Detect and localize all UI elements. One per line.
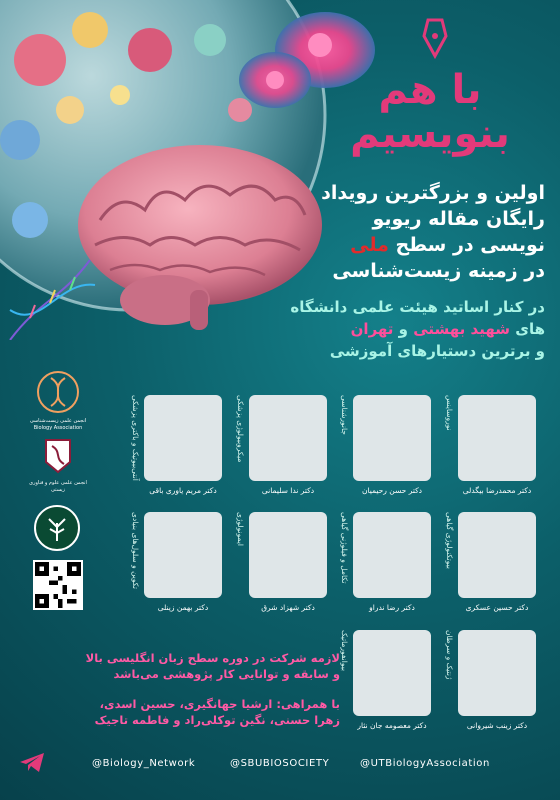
speaker-name: دکتر زینب شیروانی	[466, 721, 528, 730]
speaker-photo	[458, 395, 536, 481]
requirements-line-1: لازمه شرکت در دوره سطح زبان انگلیسی بالا	[85, 651, 340, 665]
biotech-association-logo	[28, 436, 88, 494]
requirements-text	[20, 650, 340, 682]
speaker-role: جانورشناسی	[340, 395, 349, 435]
tree-logo	[32, 503, 82, 553]
speaker-name: دکتر رضا ندراو	[369, 603, 415, 612]
companions-line-1: با همراهی: ارشیا جهانگیری، حسین اسدی،	[99, 697, 340, 711]
desc-line-2: رایگان مقاله ریویو	[372, 208, 545, 230]
national-highlight: ملی	[350, 234, 389, 256]
desc-line-3-text: نویسی در سطح	[388, 234, 545, 256]
qr-code[interactable]	[33, 560, 83, 610]
event-title-line1: با هم	[378, 67, 482, 113]
partners-l2c: و	[393, 320, 414, 338]
speaker-role: ایمونولوژی	[236, 512, 245, 546]
tree-logo-icon	[32, 503, 82, 553]
speaker-card	[340, 395, 437, 513]
speaker-role: تکامل و فیلوژنی گیاهی	[340, 512, 349, 584]
handle-ut[interactable]: @UTBiologyAssociation	[360, 758, 490, 769]
speaker-photo	[249, 512, 327, 598]
hero-illustration	[0, 0, 560, 340]
shield-logo-icon	[36, 436, 80, 476]
speaker-photo	[353, 395, 431, 481]
event-title-line2: بنویسیم	[350, 111, 510, 157]
speaker-role: نوروساینس	[445, 395, 454, 431]
handle-sbu[interactable]: @SBUBIOSOCIETY	[230, 758, 330, 769]
speaker-name: دکتر محمدرضا بیگدلی	[462, 486, 532, 495]
requirements-line-2: و سابقه و توانایی کار پژوهشی می‌باشد	[113, 667, 340, 681]
event-description	[300, 180, 545, 284]
biology-association-logo	[28, 370, 88, 432]
desc-line-4: در زمینه زیست‌شناسی	[332, 260, 545, 282]
handle-biology-network[interactable]: @Biology_Network	[92, 758, 196, 769]
speaker-name: دکتر حسین عسکری	[465, 603, 529, 612]
speaker-role: ژنتیک و سرطان	[445, 630, 454, 680]
qr-code-icon	[35, 562, 81, 608]
speaker-card	[131, 395, 228, 513]
speaker-card	[236, 395, 333, 513]
speaker-card	[236, 512, 333, 630]
speaker-role: میکروبیولوژی پزشکی	[236, 395, 245, 463]
desc-line-1: اولین و بزرگترین رویداد	[321, 182, 545, 204]
speaker-card	[340, 512, 437, 630]
speaker-photo	[458, 512, 536, 598]
partners-l2a: های	[509, 320, 545, 338]
ut-name: تهران	[350, 320, 394, 338]
speaker-photo	[353, 512, 431, 598]
desc-line-3	[300, 232, 545, 258]
sbu-name: شهید بهشتی	[413, 320, 510, 338]
telegram-icon	[18, 752, 46, 774]
speaker-name: دکتر حسن رحیمیان	[361, 486, 423, 495]
speaker-card	[445, 512, 542, 630]
speaker-name: دکتر شهزاد شرق	[261, 603, 315, 612]
speaker-photo	[144, 395, 222, 481]
dna-logo-icon	[36, 370, 80, 414]
speaker-card	[445, 395, 542, 513]
event-title	[330, 67, 530, 157]
speaker-name: دکتر معصومه جان نثار	[357, 721, 427, 730]
speaker-role: بیوتکنولوژی گیاهی	[445, 512, 454, 569]
speaker-photo	[353, 630, 431, 716]
speaker-card	[445, 630, 542, 748]
speaker-role: بیوانفورماتیک	[340, 630, 349, 672]
companions-line-2: زهرا حسنی، نگین توکلی‌راد و فاطمه تاجیک	[94, 713, 340, 727]
partners-text	[150, 296, 545, 362]
partners-line-3: و برترین دستیارهای آموزشی	[329, 342, 545, 360]
pen-nib-icon	[424, 20, 446, 56]
speaker-card	[340, 630, 437, 748]
speaker-name: دکتر مریم یاوری باقی	[149, 486, 217, 495]
partners-line-1: در کنار اساتید هیئت علمی دانشگاه	[290, 298, 545, 316]
social-bar	[0, 746, 560, 780]
speaker-name: دکتر ندا سلیمانی	[261, 486, 315, 495]
speaker-photo	[249, 395, 327, 481]
speaker-photo	[144, 512, 222, 598]
biology-association-text: انجمن علمی زیست‌شناسی Biology Association	[29, 418, 87, 431]
speaker-name: دکتر بهمن زینلی	[157, 603, 209, 612]
partners-line-2	[150, 318, 545, 340]
speaker-role: تکوین و سلول‌های بنیادی	[131, 512, 140, 589]
speaker-photo	[458, 630, 536, 716]
speaker-role: آنتی‌بیوتیک و باکتری پزشکی	[131, 395, 140, 481]
speaker-card	[131, 512, 228, 630]
companions-text	[20, 696, 340, 728]
biotech-association-text: انجمن علمی علوم و فناوری زیستی	[29, 480, 87, 493]
